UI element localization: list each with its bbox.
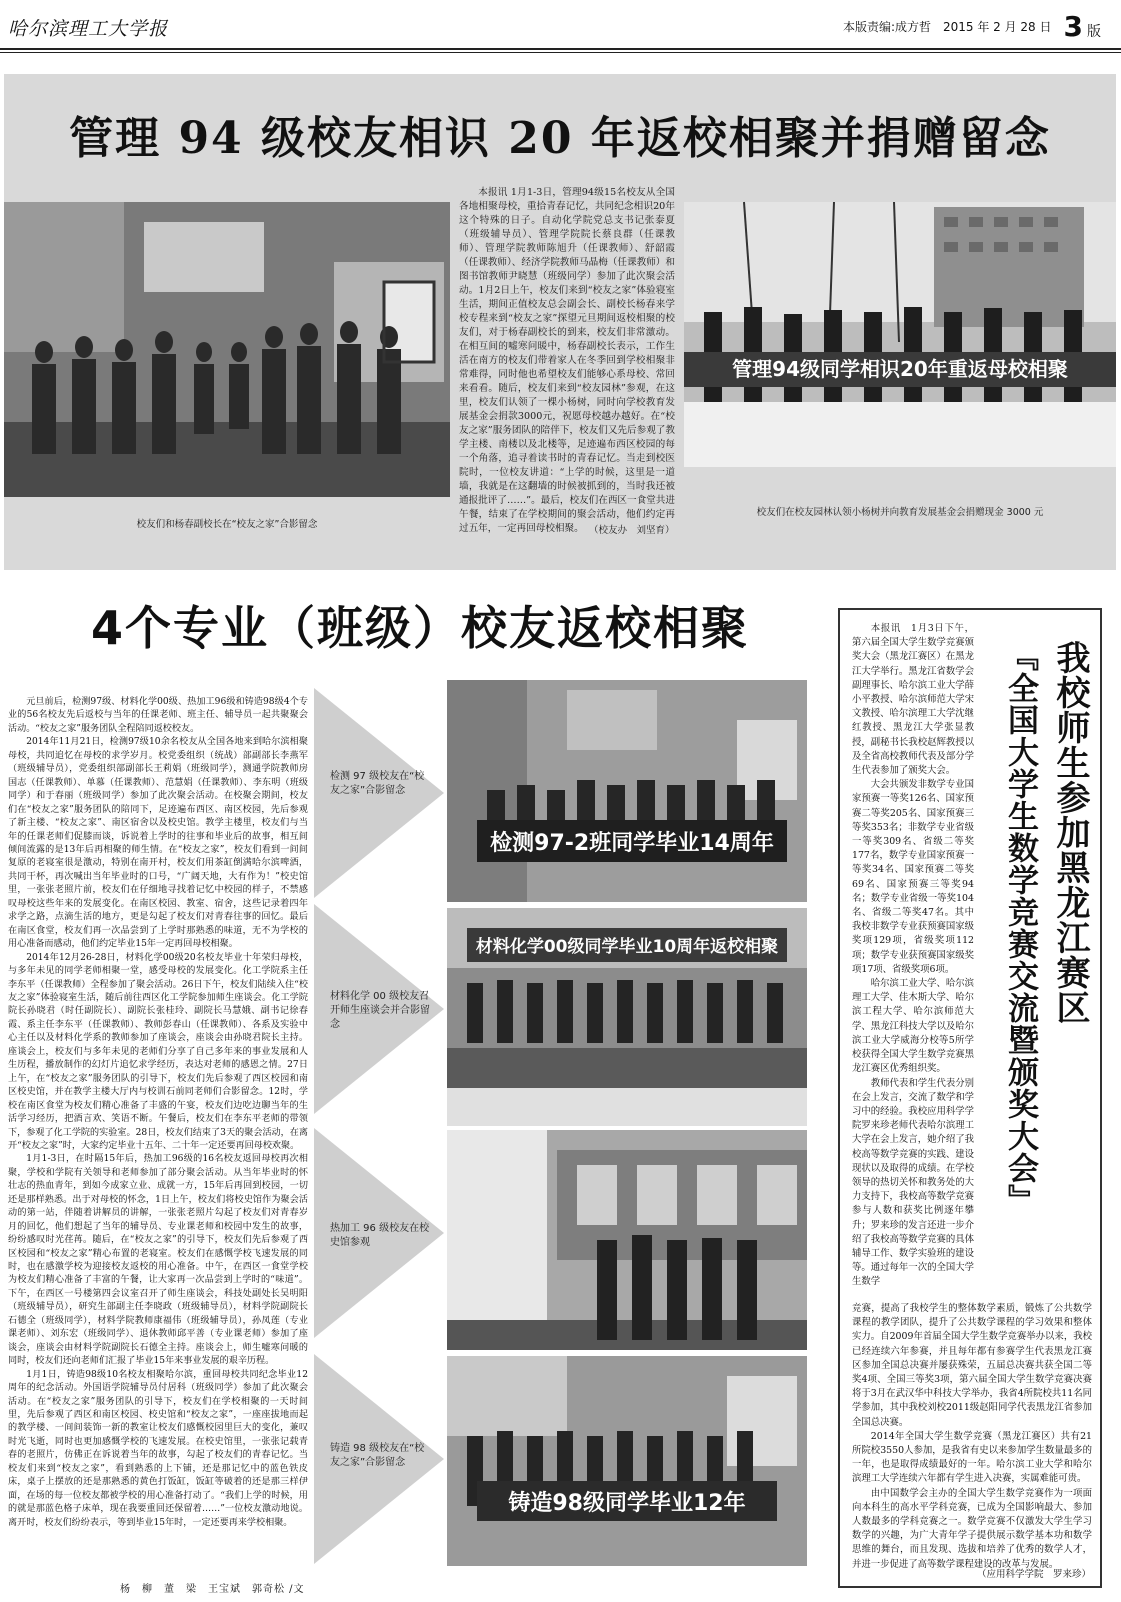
edition <box>1064 10 1101 43</box>
article-3-paragraph: 本报讯 1月3日下午，第六届全国大学生数学竞赛颁奖大会（黑龙江赛区）在黑龙江大学举行。黑龙江省数学会副理事长、哈尔滨工业大学薛小平教授、哈尔滨师范大学宋文教授、哈尔滨理工大学沈继红教授、黑龙江大学张显教授，副秘书长我校赵辉教授以及全省高校教师代表及部分学生代表参加了颁奖大会。 <box>852 623 974 777</box>
article-1-headline: 管理 94 级校友相识 20 年返校相聚并捐赠留念 <box>69 113 1051 164</box>
article-2-paragraph: 1月1-3日，在时隔15年后，热加工96级的16名校友返回母校再次相聚，学校和学院有关领导和老师参加了部分聚会活动。从当年毕业时的怀壮志的热血青年，到如今成家立业、成就一方，15年后再回到校园，一切还是那样熟悉。出于对母校的怀念，1日上午，校友们将校史馆作为聚会活动的第一站，伴随着讲解员的讲解，一张张老照片勾起了校友们对青春岁月的回忆，他们想起了当年的辅导员、专业课老师和校园中发生的故事，纷纷感叹时光荏苒。随后，在“校友之家”的引导下，校友们先后参观了西区校园和“校友之家”精心布置的老寝室。校友们在感慨学校飞速发展的同时，也在感激学校为迎接校友返校的用心准备。中午，在西区一食堂学校为校友们精心准备了丰富的午餐，让大家再一次品尝到上学时的“味道”。下午，在西区一号楼第四会议室召开了师生座谈会，科技处副处长吴明阳（班级辅导员），研究生部副主任李晓政（班级辅导员），材料学院副院长石德全（班级同学），材料学院教师康福伟（班级辅导员），孙凤莲（专业课老师）、刘东宏（班级同学）、退休教师邱平善（专业课老师）参加了座谈会，座谈会由材料学院副院长石德全主持。座谈会上，师生嘘寒问暖的同时，校友们还向老师们汇报了毕业15年来事业发展的艰辛历程。 <box>8 1154 308 1367</box>
article-2-paragraph: 2014年11月21日，检测97级10余名校友从全国各地来到哈尔滨相聚母校，共同追忆在母校的求学岁月。校党委组织（统战）部副部长李燕军（班级辅导员），党委组织部副部长王莉娟（班级同学），测通学院教师房国志（任课教师）、单慕（任课教师）、范慧娟（任课教师）、李东明（班级同学）和于春丽（班级同学）参加了此次聚会活动。在校聚会期间，校友们在“校友之家”服务团队的陪同下，足迹遍布西区、南区校园，先后参观了新主楼、“校友之家”、南区宿舍以及校史馆。教学主楼里，校友们与当年的任课老师们促膝而谈，诉说着上学时的往事和毕业后的故事，相互间倾间流露的是13年后再相聚的师生情。在“校友之家”，校友们看到一间间复原的老寝室很是激动，特别在南开村，校友们用茶缸倒满哈尔滨啤酒，共同干杯，再次喊出当年毕业时的口号，“广阔天地，大有作为！”校史馆里，一张张老照片前，校友们在仔细地寻找着记忆中校园的样子，不禁感叹母校这些年来的发展变化。在南区校园、教室、宿舍，这些记录着四年求学之路，点滴生活的地方，更是勾起了校友们对青春往事的回忆。最后在南区食堂，校友们再一次品尝到了上学时那熟悉的味道，无不为学校的用心准备而感动，他们约定毕业15年一定再回母校相聚。 <box>8 737 308 950</box>
article-1 <box>4 74 1116 570</box>
article-1-body: 本报讯 1月1-3日，管理94级15名校友从全国各地相聚母校，重拾青春记忆，共同纪念相识20年这个特殊的日子。自动化学院党总支书记张泰夏（班级辅导员）、管理学院院长蔡良群（任课教师）、管理学院教师陈旭升（任课教师）、舒韶霞（任课教师）、经济学院教师马晶梅（任课教师）和图书馆教师尹晓慧（班级同学）参加了此次聚会活动。1月2日上午，校友们来到“校友之家”体验寝室生活，期间正值校友总会副会长、副校长杨春来学校专程来到“校友之家”探望元旦期间返校相聚的校友们，对于杨春副校长的到来，校友们非常激动。在相互间的嘘寒问暖中，杨春副校长表示，工作生活在南方的校友们带着家人在冬季回到学校相聚非常难得，同时他也希望校友们能够心系母校、常回来看看。随后，校友们来到“校友园林”参观，在这里，校友们认领了一棵小杨树，同时向学校教育发展基金会捐款3000元，祝愿母校越办越好。在“校友之家”服务团队的陪伴下，校友们又先后参观了教学主楼、南楼以及北楼等，足迹遍布西区校园的每一个角落，追寻着读书时的青春记忆。当走到校医院时，一位校友讲道：“上学的时候，这里是一道墙，我就是在这翻墙的时候被抓到的，当时我还被通报批评了……”。最后，校友们在西区一食堂共进午餐，结束了在学校期间的聚会活动，他们约定再过五年，一定再回母校相聚。 <box>459 187 675 534</box>
article-2-photo-1 <box>447 680 807 902</box>
article-3-paragraph: 由中国数学会主办的全国大学生数学竞赛作为一项面向本科生的高水平学科竞赛，已成为全国影响最大、参加人数最多的学科竞赛之一。数学竞赛不仅激发大学生学习数学的兴趣，为广大青年学子提供展示数学基本功和数学思维的舞台，而且发现、选拔和培养了优秀的数学人才，并进一步促进了高等数学课程建设的改革与发展。 <box>852 1487 1092 1570</box>
photo-caption-1: 检测 97 级校友在“校友之家”合影留念 <box>330 771 425 796</box>
article-3-paragraph: 哈尔滨工业大学、哈尔滨理工大学、佳木斯大学、哈尔滨工程大学、哈尔滨师范大学、黑龙江科技大学以及哈尔滨工业大学威海分校等5所学校获得全国大学生数学竞赛黑龙江赛区优秀组织奖。 <box>852 978 974 1075</box>
article-1-photo-right <box>684 202 1116 467</box>
article-3-title-line-2: 『全国大学生数学竞赛交流暨颁奖大会』 <box>1002 640 1038 1216</box>
article-2-body <box>8 696 308 1576</box>
header-info <box>843 10 1101 43</box>
header-rule <box>0 48 1121 50</box>
article-1-photo-left <box>4 202 450 497</box>
article-3-body-top <box>852 622 974 1302</box>
article-2-headline: 4个专业（班级）校友返校相聚 <box>90 601 749 655</box>
article-2-paragraph: 1月1日，铸造98级10名校友相聚哈尔滨，重回母校共同纪念毕业12周年的纪念活动。外国语学院辅导员付居科（班级同学）参加了此次聚会活动。在“校友之家”服务团队的引导下，校友们在学校相聚的一天时间里，先后参观了西区和南区校园、校史馆和“校友之家”，一座座拔地而起的教学楼、一间间装饰一新的教室让校友们感慨校园里巨大的变化，兼叹时光飞逝，同时也更加感慨学校的飞速发展。在校史馆里，一张张记载青春的老照片，仿佛正在诉说着当年的故事，勾起了校友们的青春记忆。当校友们来到“校友之家”，看到熟悉的上下铺，还是那记忆中的蓝色铁皮床，桌子上摆放的还是那熟悉的黄色打饭缸，饭缸等破着的还是那三样伊面，在场的每一位校友都被学校的用心准备打动了。“我们上学的时候，用的就是那蓝色格子床单，现在我要重回还保留着……”一位校友激动地说。离开时，校友们纷纷表示，等到毕业15年时，一定还要再来学校相聚。 <box>8 1369 308 1528</box>
article-3-paragraph: 教师代表和学生代表分别在会上发言，交流了数学和学习中的经验。我校应用科学学院罗来珍老师代表哈尔滨理工大学在会上发言，她介绍了我校高等数学竞赛的实践、建设现状以及取得的成绩。在学校领导的热切关怀和教务处的大力支持下，我校高等数学竞赛参与人数和获奖比例逐年攀升；罗来珍的发言还进一步介绍了我校高等数学竞赛的具体辅导工作、数学实验班的建设等。通过每年一次的全国大学生数学 <box>852 1077 974 1288</box>
article-2-paragraph: 元旦前后，检测97级、材料化学00级、热加工96级和铸造98级4个专业的56名校友先后返校与当年的任课老师、班主任、辅导员一起共聚聚会活动。“校友之家”服务团队全程陪同返校校友。 <box>8 697 308 734</box>
header-rule-thin <box>0 52 1121 53</box>
editor-credit: 本版责编:成方哲 <box>842 20 931 34</box>
article-3-paragraph: 大会共颁发非数学专业国家预赛一等奖126名、国家预赛二等奖205名、国家预赛三等奖353名；非数学专业省级一等奖309名、省级二等奖177名，数学专业国家预赛一等奖34名、国家预赛二等奖69名、国家预赛三等奖94名；数学专业省级一等奖104名、省级二等奖47名。其中我校非数学专业获预赛国家级奖项129项，省级奖项112项；数学专业获预赛国家级奖项17项、省级奖项6项。 <box>852 779 974 975</box>
article-2-byline: 杨 柳 董 梁 王宝斌 郭奇松 /文 <box>120 1584 305 1595</box>
article-3-paragraph: 2014年全国大学生数学竞赛（黑龙江赛区）共有21所院校3550人参加，是我省有史以来参加学生数量最多的一年，也是取得成绩最好的一年。哈尔滨工业大学和哈尔滨理工大学连续六年都有学生进入决赛，实属难能可贵。 <box>852 1430 1092 1485</box>
article-1-byline: （校友办 刘坚育） <box>589 525 675 536</box>
article-1-photo-right-caption: 校友们在校友园林认领小杨树并向教育发展基金会捐赠现金 3000 元 <box>756 507 1044 518</box>
photo-2-banner-text: 材料化学00级同学毕业10周年返校相聚 <box>475 937 779 957</box>
photo-4-banner-text: 铸造98级同学毕业12年 <box>508 1491 746 1516</box>
edition-number: 3 <box>1063 10 1083 43</box>
photo-caption-4: 铸造 98 级校友在“校友之家”合影留念 <box>330 1443 425 1468</box>
edition-label: 版 <box>1087 24 1101 40</box>
article-2-photo-3 <box>447 1130 807 1350</box>
article-2-photo-4 <box>447 1356 807 1566</box>
article-2-photo-2 <box>447 908 807 1126</box>
article-1-banner-text: 管理94级同学相识20年重返母校相聚 <box>732 357 1068 381</box>
masthead: 哈尔滨理工大学报 <box>8 18 169 40</box>
photo-caption-3: 热加工 96 级校友在校史馆参观 <box>330 1223 430 1248</box>
photo-caption-2: 材料化学 00 级校友召开师生座谈会并合影留念 <box>330 991 430 1030</box>
article-3-title-line-1: 我校师生参加黑龙江赛区 <box>1050 640 1090 1025</box>
article-3-body-bottom <box>852 1302 1092 1570</box>
photo-1-banner-text: 检测97-2班同学毕业14周年 <box>490 831 774 856</box>
issue-date: 2015 年 2 月 28 日 <box>942 20 1052 34</box>
article-3-title <box>982 640 1092 1260</box>
article-1-photo-left-caption: 校友们和杨春副校长在“校友之家”合影留念 <box>136 519 318 530</box>
article-3-byline: （应用科学学院 罗来珍） <box>976 1569 1091 1580</box>
article-3-paragraph: 竞赛，提高了我校学生的整体数学素质，锻炼了公共数学课程的教学团队，提升了公共数学课程的学习效果和整体实力。自2009年首届全国大学生数学竞赛举办以来，我校已经连续六年参赛，并且每年都有参赛学生代表黑龙江赛区参加全国总决赛并屡获殊荣，五届总决赛共获全国二等奖4项、全国三等奖3项，第六届全国大学生数学竞赛决赛将于3月在武汉华中科技大学举办，我省4所院校共11名同学参加，其中我校刘校2011级赵阳同学代表黑龙江省参加全国总决赛。 <box>852 1303 1092 1428</box>
article-2-paragraph: 2014年12月26-28日，材料化学00级20名校友毕业十年荣归母校，与多年未见的同学老师相聚一堂，感受母校的发展变化。化工学院系主任李东平（任课教师）全程参加了聚会活动。26日下午，校友们陆续入住“校友之家”体验寝室生活，随后前往西区化工学院参加师生座谈会。化工学院院长孙晓君（时任副院长）、副院长张桂玲、副院长马慧娥、副书记徐春霞、系主任李东平（任课教师）、教师彭春山（任课教师）、各系及实验中心主任以及材料化学系的教师参加了座谈会，座谈会由孙晓君院长主持。座谈会上，校友们与多年未见的老师们分享了自己多年来的事业发展和人生历程，播放制作的幻灯片追忆求学经历，表达对老师的感恩之情。27日上午，在“校友之家”服务团队的引导下，校友们先后参观了西区校园和南区校史馆，并在教学主楼大厅内与校训石前同老师们合影留念。12时，学校在南区食堂为校友们精心准备了丰盛的午宴，校友们边吃边聊当年的生活学习经历，把酒言欢、笑语不断。午餐后，校友们在李东平老师的带领下，参观了化工学院的实验室。28日，校友们结束了3天的聚会活动，在离开“校友之家”时，大家约定毕业十五年、二十年一定还要再回母校欢聚。 <box>8 952 308 1151</box>
